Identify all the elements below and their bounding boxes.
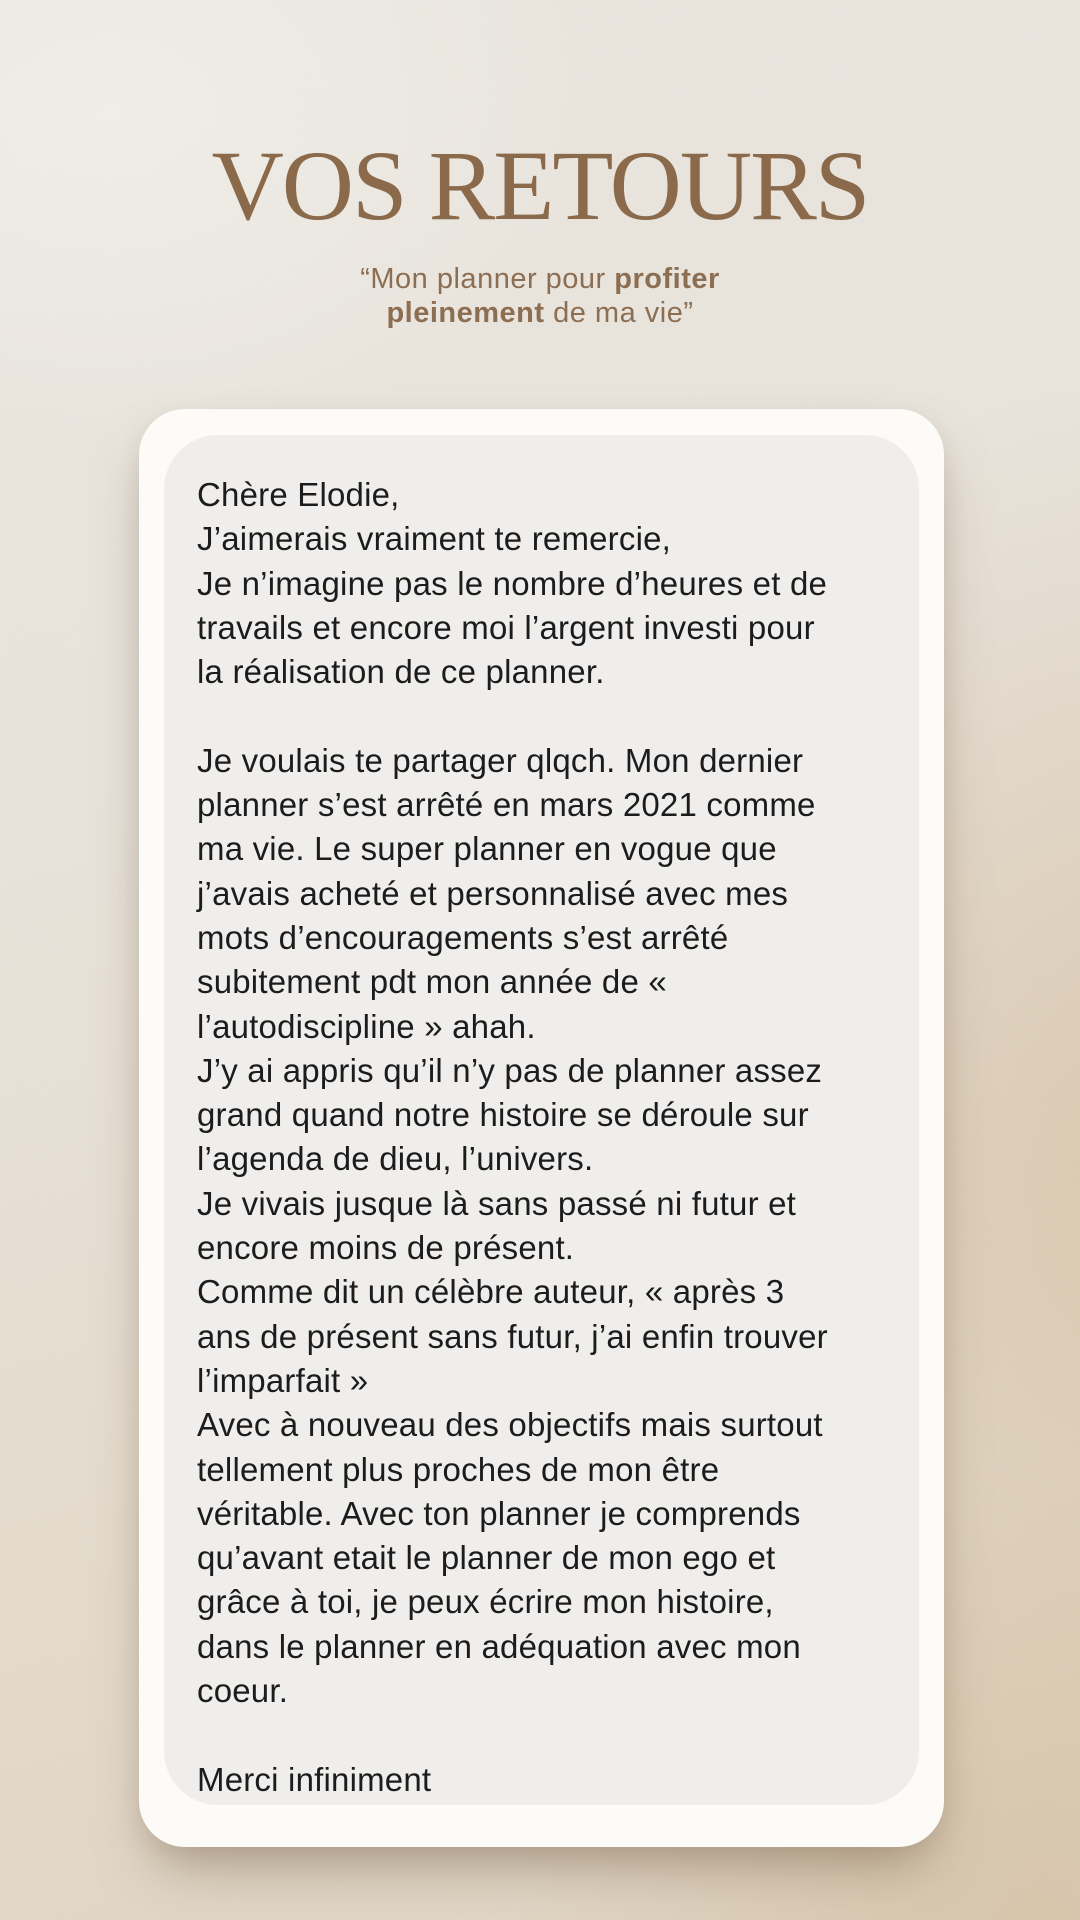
testimonial-line: J’y ai appris qu’il n’y pas de planner assez <box>197 1051 823 1089</box>
testimonial-line: Merci infiniment <box>197 1760 432 1798</box>
testimonial-line: mots d’encouragements s’est arrêté <box>197 918 729 956</box>
testimonial-card <box>139 409 944 1847</box>
page-title: VOS RETOURS <box>211 130 869 241</box>
subtitle-bold-text: profiter <box>614 263 720 295</box>
testimonial-line: Je voulais te partager qlqch. Mon dernier <box>197 741 804 779</box>
testimonial-line: la réalisation de ce planner. <box>197 653 605 691</box>
subtitle-line-2 <box>0 296 1080 330</box>
testimonial-line: grâce à toi, je peux écrire mon histoire, <box>197 1583 774 1621</box>
testimonial-text <box>197 473 903 1802</box>
testimonial-line <box>197 1713 903 1757</box>
testimonial-line: l’agenda de dieu, l’univers. <box>197 1140 594 1178</box>
testimonial-line <box>197 694 903 738</box>
testimonial-line: planner s’est arrêté en mars 2021 comme <box>197 786 816 824</box>
testimonial-line: véritable. Avec ton planner je comprends <box>197 1494 801 1532</box>
testimonial-line: Chère Elodie, <box>197 476 400 513</box>
subtitle-text: “Mon planner pour <box>360 263 615 295</box>
testimonial-line: tellement plus proches de mon être <box>197 1450 720 1488</box>
testimonial-line: coeur. <box>197 1672 289 1710</box>
testimonial-line: qu’avant etait le planner de mon ego et <box>197 1539 776 1577</box>
testimonial-line: J’aimerais vraiment te remercie, <box>197 520 672 558</box>
testimonial-line: Je vivais jusque là sans passé ni futur et <box>197 1184 797 1222</box>
testimonial-line: l’autodiscipline » ahah. <box>197 1007 536 1045</box>
subtitle-bold-text: pleinement <box>386 297 545 329</box>
testimonial-line: Je n’imagine pas le nombre d’heures et de <box>197 564 828 602</box>
testimonial-line: Comme dit un célèbre auteur, « après 3 <box>197 1273 785 1311</box>
subtitle-text: de ma vie” <box>544 297 694 329</box>
testimonial-line: Avec à nouveau des objectifs mais surtout <box>197 1406 823 1444</box>
testimonial-line: subitement pdt mon année de « <box>197 963 667 1001</box>
testimonial-line: ans de présent sans futur, j’ai enfin trouver <box>197 1317 828 1355</box>
testimonial-line: ma vie. Le super planner en vogue que <box>197 830 777 868</box>
subtitle-line-1 <box>0 262 1080 296</box>
subtitle-quote <box>0 262 1080 330</box>
testimonial-line: j’avais acheté et personnalisé avec mes <box>197 874 789 912</box>
testimonial-line: l’imparfait » <box>197 1361 369 1399</box>
testimonial-line: dans le planner en adéquation avec mon <box>197 1627 801 1665</box>
testimonial-line: grand quand notre histoire se déroule sur <box>197 1096 809 1134</box>
testimonial-line: encore moins de présent. <box>197 1229 575 1267</box>
testimonial-line: travails et encore moi l’argent investi pour <box>197 608 815 646</box>
testimonial-card-inner <box>164 435 919 1805</box>
